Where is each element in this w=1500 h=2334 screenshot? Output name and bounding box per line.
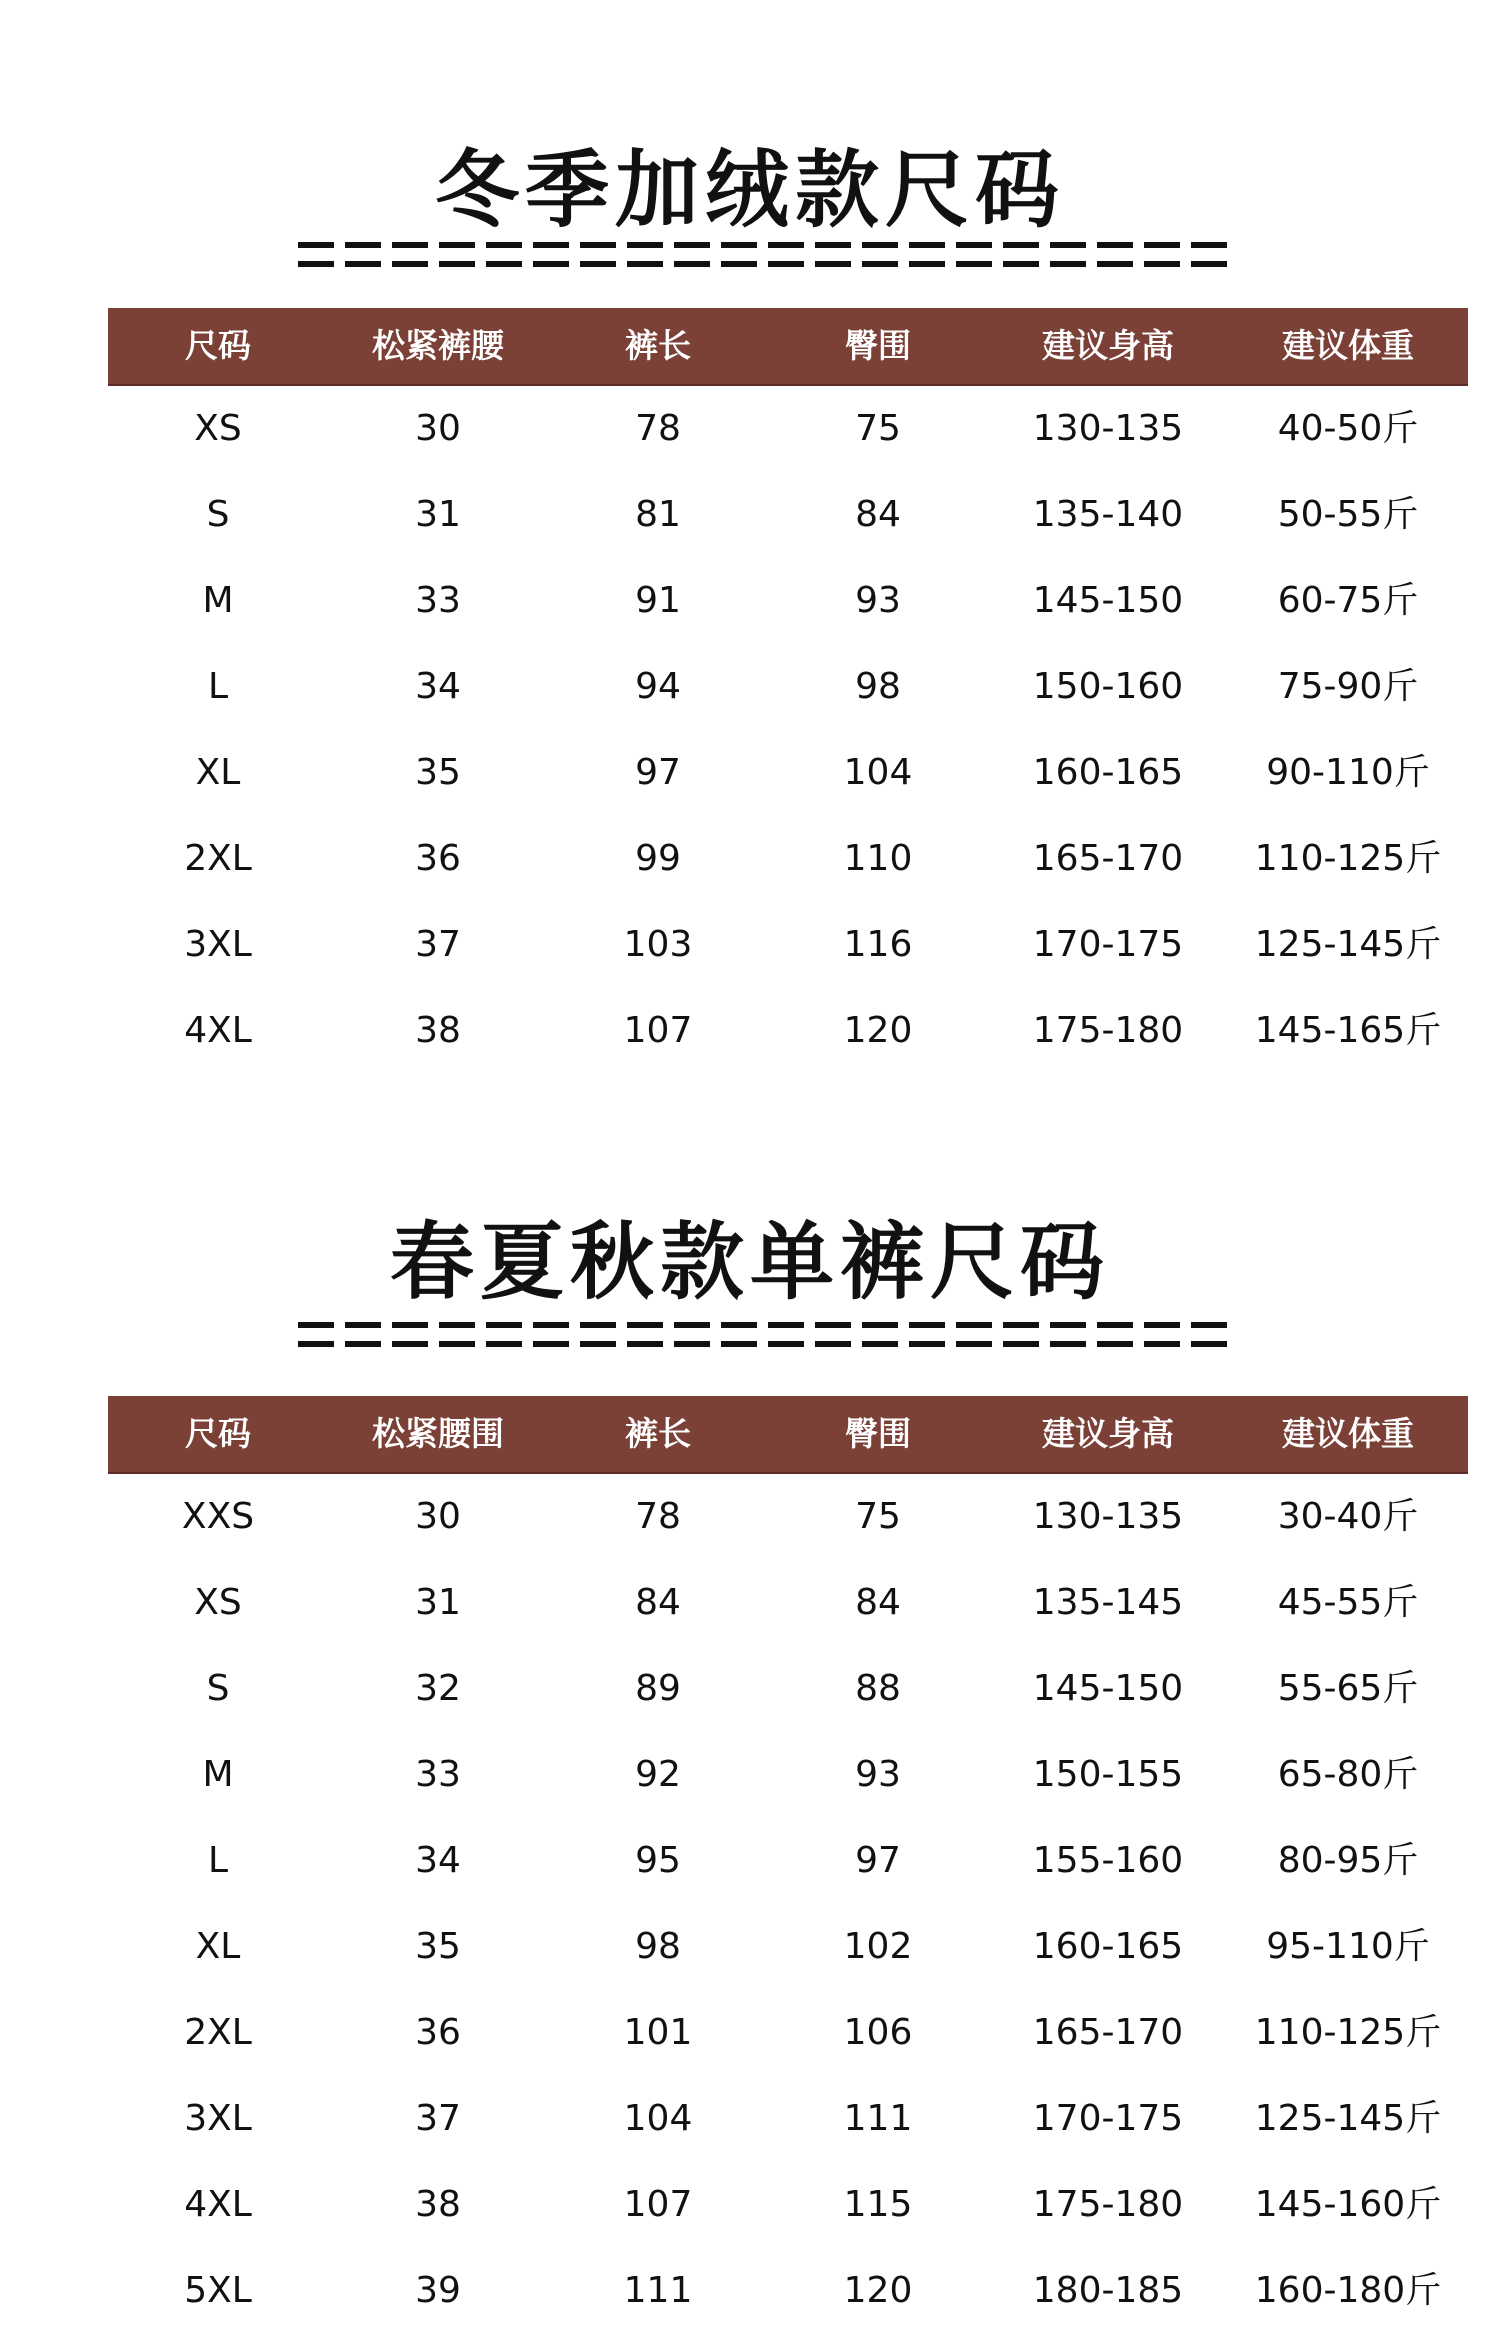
waist-cell: 34 — [415, 666, 461, 707]
height-cell: 165-170 — [1032, 2012, 1184, 2053]
size-cell: XS — [194, 408, 242, 449]
weight-cell: 30-40斤 — [1277, 1496, 1419, 1537]
height-cell: 150-155 — [1032, 1754, 1184, 1795]
size-cell: S — [206, 494, 230, 535]
table-row — [108, 902, 1468, 988]
length-cell: 78 — [635, 1496, 681, 1537]
height-cell: 150-160 — [1032, 666, 1184, 707]
waist-cell: 35 — [415, 1926, 461, 1967]
table-row — [108, 1818, 1468, 1904]
length-cell: 94 — [635, 666, 681, 707]
header-waist: 松紧腰围 — [372, 1414, 504, 1453]
size-cell: M — [202, 1754, 234, 1795]
header-length: 裤长 — [625, 326, 691, 365]
table-row — [108, 1990, 1468, 2076]
weight-cell: 75-90斤 — [1277, 666, 1419, 707]
height-cell: 155-160 — [1032, 1840, 1184, 1881]
hip-cell: 106 — [843, 2012, 913, 2053]
hip-cell: 110 — [843, 838, 913, 879]
hip-cell: 84 — [855, 494, 901, 535]
header-hip: 臀围 — [845, 326, 911, 365]
size-cell: XL — [195, 1926, 241, 1967]
weight-cell: 125-145斤 — [1254, 2098, 1442, 2139]
size-cell: 3XL — [184, 924, 252, 965]
size-cell: L — [207, 666, 229, 707]
hip-cell: 102 — [843, 1926, 913, 1967]
hip-cell: 116 — [843, 924, 913, 965]
hip-cell: 75 — [855, 1496, 901, 1537]
waist-cell: 36 — [415, 2012, 461, 2053]
waist-cell: 33 — [415, 580, 461, 621]
weight-cell: 45-55斤 — [1277, 1582, 1419, 1623]
length-cell: 111 — [623, 2270, 693, 2311]
spring-summer-autumn-size-title: 春夏秋款单裤尺码 — [389, 1213, 1110, 1311]
table-row — [108, 1732, 1468, 1818]
header-weight: 建议体重 — [1282, 326, 1414, 365]
length-cell: 91 — [635, 580, 681, 621]
height-cell: 130-135 — [1032, 1496, 1184, 1537]
height-cell: 135-140 — [1032, 494, 1184, 535]
length-cell: 107 — [623, 2184, 693, 2225]
length-cell: 81 — [635, 494, 681, 535]
waist-cell: 31 — [415, 1582, 461, 1623]
header-hip: 臀围 — [845, 1414, 911, 1453]
header-height: 建议身高 — [1042, 1414, 1174, 1453]
table-row — [108, 472, 1468, 558]
waist-cell: 30 — [415, 408, 461, 449]
size-cell: 4XL — [184, 2184, 252, 2225]
waist-cell: 33 — [415, 1754, 461, 1795]
weight-cell: 95-110斤 — [1266, 1926, 1430, 1967]
hip-cell: 84 — [855, 1582, 901, 1623]
waist-cell: 32 — [415, 1668, 461, 1709]
length-cell: 107 — [623, 1010, 693, 1051]
length-cell: 99 — [635, 838, 681, 879]
length-cell: 84 — [635, 1582, 681, 1623]
header-waist: 松紧裤腰 — [372, 326, 504, 365]
table-row — [108, 644, 1468, 730]
height-cell: 145-150 — [1032, 1668, 1184, 1709]
height-cell: 130-135 — [1032, 408, 1184, 449]
length-cell: 104 — [623, 2098, 693, 2139]
length-cell: 92 — [635, 1754, 681, 1795]
length-cell: 101 — [623, 2012, 693, 2053]
size-cell: S — [206, 1668, 230, 1709]
table-row — [108, 2248, 1468, 2334]
waist-cell: 38 — [415, 1010, 461, 1051]
hip-cell: 115 — [843, 2184, 913, 2225]
waist-cell: 39 — [415, 2270, 461, 2311]
table-header-row — [108, 308, 1468, 386]
header-size: 尺码 — [185, 326, 251, 365]
header-size: 尺码 — [185, 1414, 251, 1453]
winter-size-title: 冬季加绒款尺码 — [434, 141, 1065, 239]
hip-cell: 111 — [843, 2098, 913, 2139]
height-cell: 180-185 — [1032, 2270, 1184, 2311]
height-cell: 135-145 — [1032, 1582, 1184, 1623]
table-row — [108, 1646, 1468, 1732]
waist-cell: 34 — [415, 1840, 461, 1881]
hip-cell: 93 — [855, 1754, 901, 1795]
height-cell: 160-165 — [1032, 1926, 1184, 1967]
length-cell: 103 — [623, 924, 693, 965]
size-cell: 2XL — [184, 2012, 252, 2053]
size-cell: 3XL — [184, 2098, 252, 2139]
title-divider — [298, 1322, 1228, 1352]
table-row — [108, 988, 1468, 1074]
size-cell: 5XL — [184, 2270, 252, 2311]
weight-cell: 145-160斤 — [1254, 2184, 1442, 2225]
table-header-row — [108, 1396, 1468, 1474]
hip-cell: 93 — [855, 580, 901, 621]
height-cell: 160-165 — [1032, 752, 1184, 793]
table-row — [108, 1560, 1468, 1646]
waist-cell: 30 — [415, 1496, 461, 1537]
table-row — [108, 386, 1468, 472]
hip-cell: 97 — [855, 1840, 901, 1881]
size-cell: 4XL — [184, 1010, 252, 1051]
length-cell: 97 — [635, 752, 681, 793]
size-cell: XL — [195, 752, 241, 793]
length-cell: 89 — [635, 1668, 681, 1709]
weight-cell: 50-55斤 — [1277, 494, 1419, 535]
size-cell: 2XL — [184, 838, 252, 879]
weight-cell: 90-110斤 — [1266, 752, 1430, 793]
hip-cell: 104 — [843, 752, 913, 793]
title-divider — [298, 242, 1228, 272]
waist-cell: 38 — [415, 2184, 461, 2225]
table-row — [108, 2162, 1468, 2248]
waist-cell: 37 — [415, 2098, 461, 2139]
table-row — [108, 1904, 1468, 1990]
table-row — [108, 816, 1468, 902]
weight-cell: 55-65斤 — [1277, 1668, 1419, 1709]
spring-summer-autumn-size-table — [108, 1396, 1468, 2334]
height-cell: 170-175 — [1032, 924, 1184, 965]
length-cell: 95 — [635, 1840, 681, 1881]
hip-cell: 88 — [855, 1668, 901, 1709]
weight-cell: 160-180斤 — [1254, 2270, 1442, 2311]
table-row — [108, 730, 1468, 816]
winter-size-table — [108, 308, 1468, 1074]
weight-cell: 60-75斤 — [1277, 580, 1419, 621]
table-row — [108, 558, 1468, 644]
table-row — [108, 1474, 1468, 1560]
waist-cell: 31 — [415, 494, 461, 535]
size-cell: L — [207, 1840, 229, 1881]
waist-cell: 37 — [415, 924, 461, 965]
weight-cell: 125-145斤 — [1254, 924, 1442, 965]
weight-cell: 110-125斤 — [1254, 838, 1442, 879]
header-weight: 建议体重 — [1282, 1414, 1414, 1453]
height-cell: 175-180 — [1032, 2184, 1184, 2225]
weight-cell: 65-80斤 — [1277, 1754, 1419, 1795]
weight-cell: 80-95斤 — [1277, 1840, 1419, 1881]
weight-cell: 110-125斤 — [1254, 2012, 1442, 2053]
length-cell: 78 — [635, 408, 681, 449]
length-cell: 98 — [635, 1926, 681, 1967]
table-body — [108, 386, 1468, 1074]
hip-cell: 98 — [855, 666, 901, 707]
size-cell: XXS — [181, 1496, 255, 1537]
hip-cell: 120 — [843, 2270, 913, 2311]
waist-cell: 36 — [415, 838, 461, 879]
weight-cell: 145-165斤 — [1254, 1010, 1442, 1051]
table-body — [108, 1474, 1468, 2334]
height-cell: 165-170 — [1032, 838, 1184, 879]
hip-cell: 75 — [855, 408, 901, 449]
height-cell: 145-150 — [1032, 580, 1184, 621]
header-length: 裤长 — [625, 1414, 691, 1453]
size-cell: M — [202, 580, 234, 621]
height-cell: 175-180 — [1032, 1010, 1184, 1051]
waist-cell: 35 — [415, 752, 461, 793]
size-cell: XS — [194, 1582, 242, 1623]
table-row — [108, 2076, 1468, 2162]
header-height: 建议身高 — [1042, 326, 1174, 365]
weight-cell: 40-50斤 — [1277, 408, 1419, 449]
hip-cell: 120 — [843, 1010, 913, 1051]
height-cell: 170-175 — [1032, 2098, 1184, 2139]
